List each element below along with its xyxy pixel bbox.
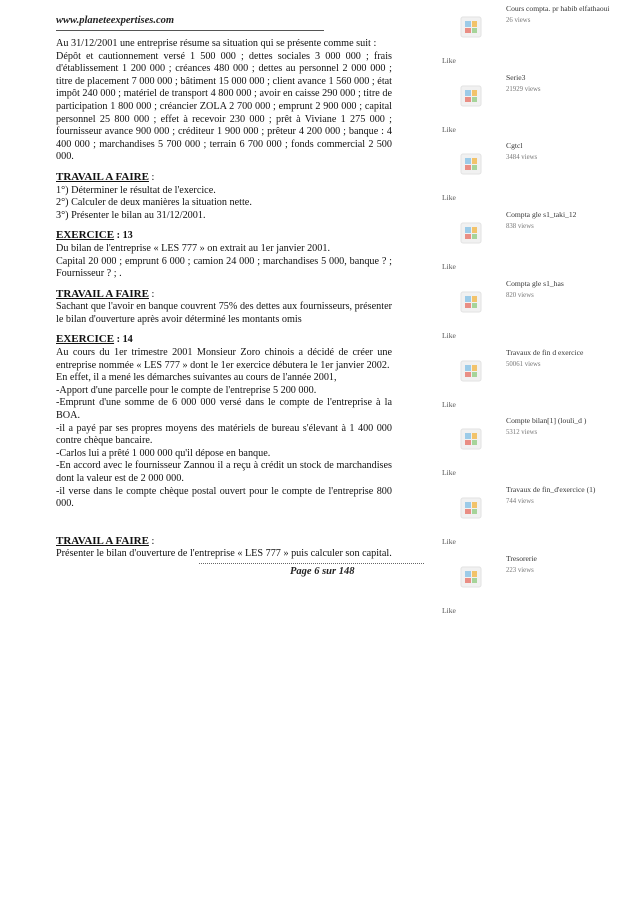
related-document-title[interactable]: Serie3 [506, 72, 526, 82]
related-document-title[interactable]: Cours compta. pr habib elfathaoui [506, 4, 610, 13]
exercise-13-text: Du bilan de l'entreprise « LES 777 » on extrait au 1er janvier 2001. [56, 242, 330, 254]
related-document-views: 50061 views [506, 360, 541, 368]
related-document-title[interactable]: Compta gle s1_has [506, 278, 564, 288]
document-thumbnail-icon[interactable] [458, 151, 484, 177]
document-header-site: www.planeteexpertises.com [56, 15, 175, 26]
like-button[interactable]: Like [442, 468, 456, 478]
exercise-14-text: Au cours du 1er trimestre 2001 Monsieur Zoro chinois a décidé de créer une entreprise nommée « LES 777 » dont le 1er exercice débutera le 1er janvier 2002. [56, 347, 392, 371]
related-document-title[interactable]: Travaux de fin_d'exercice (1) [506, 484, 596, 494]
related-document-views: 820 views [506, 291, 534, 299]
document-thumbnail-icon[interactable] [458, 83, 484, 109]
related-documents-sidebar [438, 0, 638, 902]
like-button[interactable]: Like [442, 536, 456, 546]
related-document-item[interactable] [438, 206, 638, 275]
related-document-title[interactable]: Cgtcl [506, 141, 523, 151]
related-document-title[interactable]: Travaux de fin d exercice [506, 347, 584, 357]
travail1-item: 3°) Présenter le bilan au 31/12/2001. [56, 209, 206, 221]
travail-heading-1-text: TRAVAIL A FAIRE [56, 170, 149, 183]
travail-heading-2-colon: : [148, 288, 155, 300]
exercise-14-text: -Carlos lui a prêté 1 000 000 qu'il dépose en banque. [56, 447, 271, 459]
like-button[interactable]: Like [442, 193, 456, 203]
travail-heading-1 [56, 171, 392, 185]
travail-heading-1-colon: : [148, 171, 155, 183]
document-thumbnail-icon[interactable] [458, 426, 484, 452]
related-document-item[interactable] [438, 550, 638, 619]
document-thumbnail-icon[interactable] [458, 564, 484, 590]
related-document-item[interactable] [438, 344, 638, 413]
travail-heading-2-text: TRAVAIL A FAIRE [56, 287, 149, 300]
travail-heading-3-text: TRAVAIL A FAIRE [56, 534, 149, 547]
related-document-item[interactable] [438, 412, 638, 481]
related-document-item[interactable] [438, 275, 638, 344]
travail-heading-2 [56, 288, 392, 302]
travail3-text: Présenter le bilan d'ouverture de l'entreprise « LES 777 » puis calculer son capital. [56, 548, 392, 560]
intro-paragraph: Dépôt et cautionnement versé 1 500 000 ; dettes sociales 3 000 000 ; frais d'établissement 1 200 000 ; créances 480 000 ; dettes au personnel 2 000 000 ; titre de placement 7 000 000 ; bâtiment 15 000 000 ; client avance 1 560 000 ; état impôt 240 000 ; matériel de transport 4 800 000 ; avoir en caisse 290 000 ; titre de participation 1 800 000 ; créancier ZOLA 2 700 000 ; emprunt 2 900 000 ; capital personnel 25 800 000 ; effet à recevoir 230 000 ; prêt à Viviane 1 275 000 ; fournisseur avance 900 000 ; créditeur 1 900 000 ; prêteur 4 200 000 ; banque : 4 400 000 ; marchandises 5 700 000 ; terrain 6 700 000 ; fonds commercial 2 500 000. [56, 50, 392, 163]
related-document-views: 21929 views [506, 85, 541, 93]
exercise-14-label: EXERCICE [56, 333, 115, 346]
document-thumbnail-icon[interactable] [458, 358, 484, 384]
exercise-14-text: -il a payé par ses propres moyens des matériels de bureau s'élevant à 1 400 000 contre chèque bancaire. [56, 422, 392, 447]
like-button[interactable]: Like [442, 262, 456, 272]
related-document-title[interactable]: Tresorerie [506, 553, 537, 563]
exercise-14-text: -En accord avec le fournisseur Zannou il a reçu à crédit un stock de marchandises dont la valeur est de 2 000 000. [56, 460, 392, 484]
exercise-14-text: -il verse dans le compte chèque postal ouvert pour le compte de l'entreprise 800 000. [56, 485, 392, 510]
like-button[interactable]: Like [442, 124, 456, 134]
related-document-views: 744 views [506, 497, 534, 505]
related-document-views: 838 views [506, 223, 534, 231]
related-document-views: 3484 views [506, 154, 538, 162]
exercise-14-heading [56, 333, 392, 347]
document-thumbnail-icon[interactable] [458, 220, 484, 246]
like-button[interactable]: Like [442, 56, 456, 65]
related-document-item[interactable] [438, 0, 638, 69]
like-button[interactable]: Like [442, 330, 456, 340]
exercise-14-text: En effet, il a mené les démarches suivantes au cours de l'année 2001, [56, 372, 337, 384]
page-number: Page 6 sur 148 [290, 566, 355, 577]
travail-heading-3-colon: : [148, 535, 155, 547]
related-document-views: 26 views [506, 17, 531, 24]
exercise-13-text: Capital 20 000 ; emprunt 6 000 ; camion 24 000 ; marchandises 5 000, banque ? ; Fournisseur ? ; . [56, 255, 392, 280]
travail1-item: 1°) Déterminer le résultat de l'exercice. [56, 184, 216, 196]
related-document-item[interactable] [438, 481, 638, 550]
intro-line: Au 31/12/2001 une entreprise résume sa situation qui se présente comme suit : [56, 38, 377, 49]
related-document-views: 223 views [506, 566, 534, 574]
exercise-14-text: -Emprunt d'une somme de 6 000 000 versé dans le compte de l'entreprise à la BOA. [56, 397, 392, 422]
like-button[interactable]: Like [442, 605, 456, 615]
document-page [46, 0, 392, 600]
document-body [56, 38, 392, 561]
travail2-text: Sachant que l'avoir en banque couvrent 75% des dettes aux fournisseurs, présenter le bilan d'ouverture après avoir déterminé les montants omis [56, 301, 392, 325]
travail-heading-3 [56, 535, 392, 549]
document-thumbnail-icon[interactable] [458, 14, 484, 40]
document-thumbnail-icon[interactable] [458, 289, 484, 315]
exercise-13-heading [56, 229, 392, 243]
exercise-14-number: : 14 [114, 334, 133, 346]
exercise-13-number: : 13 [114, 230, 133, 242]
travail1-item: 2°) Calculer de deux manières la situation nette. [56, 197, 252, 209]
related-document-title[interactable]: Compte bilan[1] (louli_d ) [506, 416, 587, 426]
header-rule [56, 30, 324, 31]
related-document-item[interactable] [438, 69, 638, 138]
exercise-13-label: EXERCICE [56, 229, 115, 242]
related-document-title[interactable]: Compta gle s1_taki_12 [506, 210, 577, 220]
related-document-views: 5312 views [506, 429, 538, 437]
like-button[interactable]: Like [442, 399, 456, 409]
document-thumbnail-icon[interactable] [458, 495, 484, 521]
exercise-14-text: -Apport d'une parcelle pour le compte de l'entreprise 5 200 000. [56, 384, 317, 396]
footer-rule [199, 563, 424, 564]
related-document-item[interactable] [438, 137, 638, 206]
